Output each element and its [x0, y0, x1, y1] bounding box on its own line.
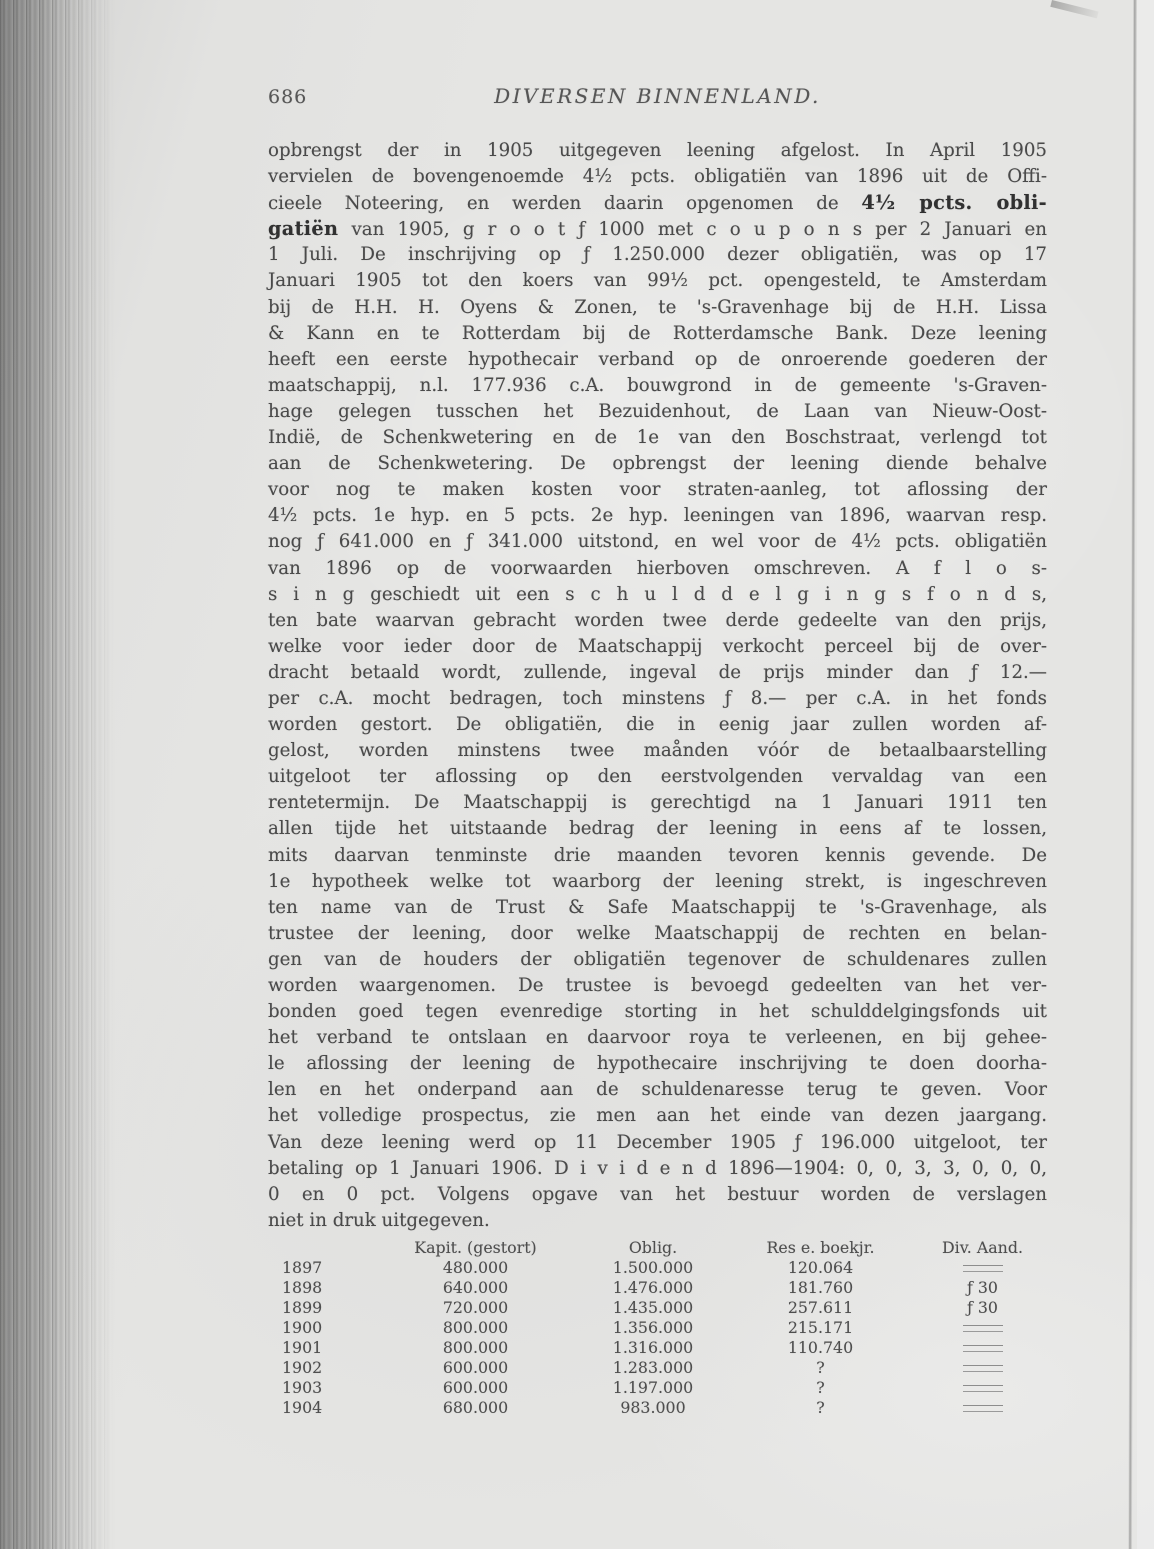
cell-reserve: ?: [816, 1377, 825, 1397]
page-edge-shadow: [1128, 0, 1137, 1549]
text-segment: bonden goed tegen evenredige storting in het schulddelgingsfonds uit: [268, 1001, 1047, 1023]
table-header-row: [268, 1237, 1047, 1257]
body-text: [268, 138, 1047, 1234]
text-line: [268, 1208, 1047, 1234]
column-header: Oblig.: [628, 1237, 678, 1257]
no-dividend-dash: [963, 1405, 1003, 1412]
text-line: [268, 373, 1047, 399]
no-dividend-dash: [963, 1345, 1003, 1352]
table-row: [268, 1277, 1047, 1297]
text-segment: 4½ pcts. 1e hyp. en 5 pcts. 2e hyp. leeningen van 1896, waarvan resp.: [268, 505, 1047, 527]
text-segment: trustee der leening, door welke Maatschappij de rechten en belan-: [268, 922, 1047, 944]
text-segment: worden gestort. De obligatiën, die in eenig jaar zullen worden af-: [268, 714, 1047, 736]
cell-kapitaal: 800.000: [442, 1317, 509, 1337]
text-line: [268, 321, 1047, 347]
cell-dividend: [918, 1338, 1047, 1357]
text-segment: mits daarvan tenminste drie maanden tevoren kennis gevende. De: [268, 844, 1047, 866]
text-segment: ten name van de Trust & Safe Maatschappij te 's-Gravenhage, als: [268, 896, 1047, 918]
text-line: [268, 1025, 1047, 1051]
cell-reserve: 181.760: [787, 1277, 854, 1297]
text-line: [268, 451, 1047, 477]
cell-dividend: [918, 1318, 1047, 1337]
text-line: [268, 973, 1047, 999]
cell-kapitaal: 600.000: [442, 1377, 509, 1397]
text-segment: 0 en 0 pct. Volgens opgave van het bestuur worden de verslagen: [268, 1183, 1047, 1205]
corner-scan-mark: [1050, 0, 1098, 18]
text-segment: gelost, worden minstens twee maånden vóór de betaalbaarstelling: [268, 740, 1047, 762]
book-binding-shadow: [0, 0, 120, 1549]
text-line: [268, 764, 1047, 790]
bold-text-segment: 4½ pcts. obli-: [861, 191, 1047, 215]
text-segment: het volledige prospectus, zie men aan het einde van dezen jaargang.: [268, 1105, 1047, 1127]
cell-reserve: ?: [816, 1397, 825, 1417]
text-line: [268, 1130, 1047, 1156]
text-segment: dracht betaald wordt, zullende, ingeval de prijs minder dan ƒ 12.—: [268, 661, 1047, 683]
text-line: [268, 1156, 1047, 1182]
table-row: [268, 1317, 1047, 1337]
cell-kapitaal: 800.000: [442, 1337, 509, 1357]
text-segment: welke voor ieder door de Maatschappij verkocht perceel bij de over-: [268, 635, 1047, 657]
text-segment: len en het onderpand aan de schuldenaresse terug te geven. Voor: [268, 1079, 1047, 1101]
text-line: [268, 268, 1047, 294]
cell-reserve: ?: [816, 1357, 825, 1377]
table-row: [268, 1337, 1047, 1357]
cell-dividend: ƒ 30: [967, 1277, 998, 1297]
text-segment: hage gelegen tusschen het Bezuidenhout, de Laan van Nieuw-Oost-: [268, 400, 1047, 422]
text-line: [268, 529, 1047, 555]
text-segment: per c.A. mocht bedragen, toch minstens ƒ 8.— per c.A. in het fonds: [268, 687, 1047, 709]
running-title: DIVERSEN BINNENLAND.: [494, 84, 821, 108]
text-segment: voor nog te maken kosten voor straten-aanleg, tot aflossing der: [268, 479, 1047, 501]
text-segment: cieele Noteering, en werden daarin opgenomen de: [268, 193, 862, 215]
text-line: [268, 582, 1047, 608]
cell-reserve: 120.064: [787, 1257, 854, 1277]
cell-year: 1904: [282, 1397, 323, 1417]
page-number: 686: [268, 86, 308, 108]
text-segment: van 1896 op de voorwaarden hierboven omschreven. A f l o s-: [268, 557, 1047, 579]
table-row: [268, 1257, 1047, 1277]
table-row: [268, 1297, 1047, 1317]
cell-reserve: 257.611: [787, 1297, 854, 1317]
cell-obligaties: 1.500.000: [612, 1257, 694, 1277]
text-line: [268, 1077, 1047, 1103]
cell-year: 1897: [282, 1257, 323, 1277]
text-segment: s i n g geschiedt uit een s c h u l d d e l g i n g s f o n d s,: [268, 583, 1047, 605]
text-line: [268, 164, 1047, 190]
column-header: Res e. boekjr.: [766, 1237, 875, 1257]
cell-kapitaal: 680.000: [442, 1397, 509, 1417]
cell-dividend: [918, 1378, 1047, 1397]
text-segment: worden waargenomen. De trustee is bevoegd gedeelten van het ver-: [268, 975, 1047, 996]
text-line: [268, 399, 1047, 425]
text-line: [268, 895, 1047, 921]
text-segment: Indië, de Schenkwetering en de 1e van den Boschstraat, verlengd tot: [268, 427, 1047, 449]
text-segment: heeft een eerste hypothecair verband op de onroerende goederen der: [268, 348, 1047, 370]
cell-year: 1901: [282, 1337, 323, 1357]
text-line: [268, 660, 1047, 686]
table-row: [268, 1357, 1047, 1377]
text-segment: opbrengst der in 1905 uitgegeven leening afgelost. In April 1905: [268, 140, 1047, 161]
text-line: [268, 556, 1047, 582]
text-line: [268, 869, 1047, 895]
text-segment: aan de Schenkwetering. De opbrengst der leening diende behalve: [268, 453, 1047, 475]
page-outer-margin: [1137, 0, 1154, 1549]
text-line: [268, 503, 1047, 529]
column-header: Kapit. (gestort): [414, 1237, 537, 1257]
text-line: [268, 686, 1047, 712]
cell-kapitaal: 600.000: [442, 1357, 509, 1377]
text-segment: Januari 1905 tot den koers van 99½ pct. opengesteld, te Amsterdam: [268, 270, 1047, 292]
text-line: [268, 477, 1047, 503]
cell-obligaties: 1.476.000: [612, 1277, 694, 1297]
cell-dividend: [918, 1258, 1047, 1277]
cell-kapitaal: 720.000: [442, 1297, 509, 1317]
text-segment: uitgeloot ter aflossing op den eerstvolgenden vervaldag van een: [268, 766, 1047, 788]
text-segment: & Kann en te Rotterdam bij de Rotterdamsche Bank. Deze leening: [268, 322, 1047, 344]
text-segment: 1e hypotheek welke tot waarborg der leening strekt, is ingeschreven: [268, 870, 1047, 892]
cell-year: 1900: [282, 1317, 323, 1337]
cell-dividend: [918, 1398, 1047, 1417]
text-segment: vervielen de bovengenoemde 4½ pcts. obligatiën van 1896 uit de Offi-: [268, 166, 1047, 188]
text-segment: nog ƒ 641.000 en ƒ 341.000 uitstond, en wel voor de 4½ pcts. obligatiën: [268, 531, 1047, 553]
text-line: [268, 816, 1047, 842]
no-dividend-dash: [963, 1365, 1003, 1372]
cell-obligaties: 1.316.000: [612, 1337, 694, 1357]
text-segment: ten bate waarvan gebracht worden twee derde gedeelte van den prijs,: [268, 609, 1047, 631]
table-row: [268, 1377, 1047, 1397]
cell-year: 1898: [282, 1277, 323, 1297]
text-line: [268, 947, 1047, 973]
text-segment: le aflossing der leening de hypothecaire inschrijving te doen doorha-: [268, 1053, 1047, 1075]
text-segment: rentetermijn. De Maatschappij is gerechtigd na 1 Januari 1911 ten: [268, 792, 1047, 814]
text-segment: allen tijde het uitstaande bedrag der leening in eens af te lossen,: [268, 818, 1047, 840]
cell-obligaties: 1.356.000: [612, 1317, 694, 1337]
cell-obligaties: 1.435.000: [612, 1297, 694, 1317]
text-segment: 1 Juli. De inschrijving op ƒ 1.250.000 dezer obligatiën, was op 17: [268, 244, 1047, 266]
text-line: [268, 634, 1047, 660]
text-line: [268, 138, 1047, 164]
cell-obligaties: 983.000: [620, 1397, 686, 1417]
text-line: [268, 347, 1047, 373]
text-line: [268, 295, 1047, 321]
text-segment: gen van de houders der obligatiën tegenover de schuldenares zullen: [268, 948, 1047, 970]
cell-reserve: 215.171: [787, 1317, 854, 1337]
text-line: [268, 790, 1047, 816]
cell-reserve: 110.740: [787, 1337, 854, 1357]
cell-kapitaal: 640.000: [442, 1277, 509, 1297]
text-line: [268, 190, 1047, 216]
text-line: [268, 738, 1047, 764]
column-header: Div. Aand.: [942, 1237, 1023, 1257]
text-segment: van 1905, g r o o t ƒ 1000 met c o u p o n s per 2 Januari en: [338, 219, 1047, 241]
cell-year: 1902: [282, 1357, 323, 1377]
text-segment: niet in druk uitgegeven.: [268, 1209, 490, 1231]
cell-obligaties: 1.197.000: [612, 1377, 694, 1397]
bold-text-segment: gatiën: [268, 217, 339, 241]
no-dividend-dash: [963, 1265, 1003, 1272]
no-dividend-dash: [963, 1325, 1003, 1332]
text-line: [268, 242, 1047, 268]
text-line: [268, 712, 1047, 738]
table-row: [268, 1397, 1047, 1417]
text-line: [268, 1051, 1047, 1077]
cell-obligaties: 1.283.000: [612, 1357, 694, 1377]
text-line: [268, 843, 1047, 869]
text-line: [268, 608, 1047, 634]
text-line: [268, 425, 1047, 451]
text-segment: Van deze leening werd op 11 December 1905 ƒ 196.000 uitgeloot, ter: [268, 1131, 1047, 1153]
cell-dividend: ƒ 30: [967, 1297, 998, 1317]
text-line: [268, 999, 1047, 1025]
cell-year: 1903: [282, 1377, 323, 1397]
text-segment: maatschappij, n.l. 177.936 c.A. bouwgrond in de gemeente 's-Graven-: [268, 374, 1047, 396]
text-line: [268, 921, 1047, 947]
cell-kapitaal: 480.000: [442, 1257, 509, 1277]
cell-dividend: [918, 1358, 1047, 1377]
no-dividend-dash: [963, 1385, 1003, 1392]
text-segment: het verband te ontslaan en daarvoor roya te verleenen, en bij gehee-: [268, 1027, 1047, 1049]
text-segment: betaling op 1 Januari 1906. D i v i d e n d 1896—1904: 0, 0, 3, 3, 0, 0, 0,: [268, 1157, 1047, 1179]
text-line: [268, 1182, 1047, 1208]
text-line: [268, 216, 1047, 242]
text-line: [268, 1103, 1047, 1129]
financial-table: [268, 1237, 1047, 1417]
cell-year: 1899: [282, 1297, 323, 1317]
text-segment: bij de H.H. H. Oyens & Zonen, te 's-Gravenhage bij de H.H. Lissa: [268, 296, 1047, 318]
